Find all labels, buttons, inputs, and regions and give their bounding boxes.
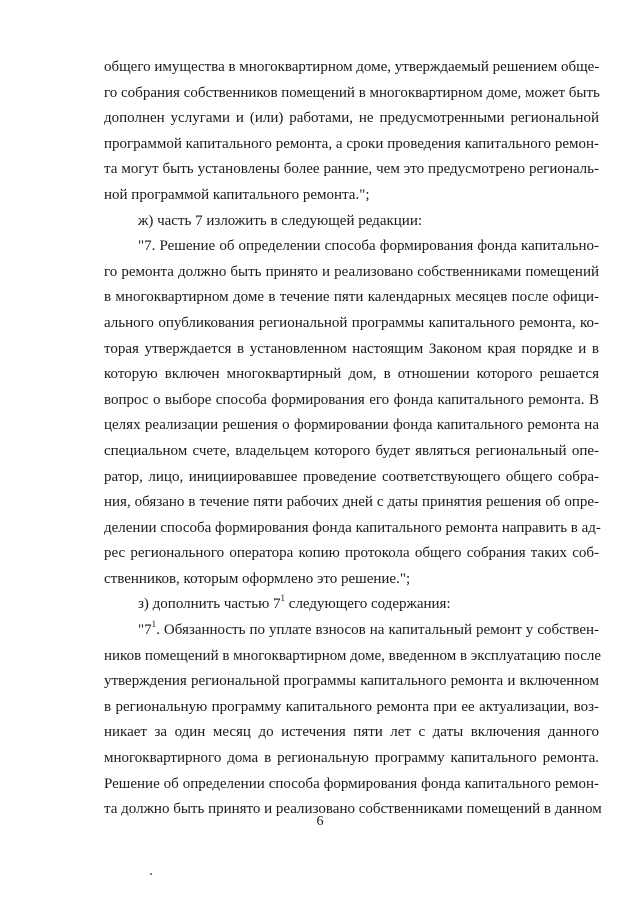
text-line-26: в региональную программу капитального ремонта при ее актуализации, воз- (104, 698, 599, 715)
text-line-17: ратор, лицо, инициировавшее проведение соответствующего общего собра- (104, 468, 599, 485)
document-body (104, 55, 602, 823)
text-line-22-main: з) дополнить частью 7 (138, 596, 281, 613)
text-line-7: ж) часть 7 изложить в следующей редакции: (138, 212, 423, 229)
text-line-22 (104, 592, 599, 618)
text-line-23-tail: . Обязанность по уплате взносов на капитальный ремонт у собствен- (156, 622, 599, 639)
superscript-marker: 1 (280, 593, 286, 604)
text-line-16: специальном счете, владельцем которого будет являться региональный опе- (104, 442, 599, 459)
text-line-8: "7. Решение об определении способа формирования фонда капитально- (138, 238, 599, 255)
text-line-20: рес регионального оператора копию протокола общего собрания таких соб- (104, 545, 599, 562)
text-line-2: го собрания собственников помещений в многоквартирном доме, может быть (104, 84, 600, 101)
text-line-1: общего имущества в многоквартирном доме, утверждаемый решением обще- (104, 59, 600, 75)
text-line-14: вопрос о выборе способа формирования его фонда капитального ремонта. В (104, 391, 599, 408)
text-line-6: ной программой капитального ремонта."; (104, 186, 370, 203)
text-line-11: ального опубликования региональной программы капитального ремонта, ко- (104, 314, 599, 331)
scan-speck (150, 873, 152, 875)
text-line-27: никает за один месяц до истечения пяти лет с даты включения данного (104, 724, 599, 741)
text-line-10: в многоквартирном доме в течение пяти календарных месяцев после офици- (104, 289, 599, 306)
superscript-marker: 1 (151, 619, 157, 630)
text-line-9: го ремонта должно быть принято и реализовано собственниками помещений (104, 263, 599, 280)
text-line-12: торая утверждается в установленном настоящим Законом края порядке и в (104, 340, 599, 357)
text-line-24: ников помещений в многоквартирном доме, введенном в эксплуатацию после (104, 647, 602, 664)
text-line-30: та должно быть принято и реализовано собственниками помещений в данном (104, 801, 602, 818)
text-line-28: многоквартирного дома в региональную программу капитального ремонта. (104, 750, 599, 767)
text-line-21: ственников, которым оформлено это решение."; (104, 570, 411, 587)
text-line-3: дополнен услугами и (или) работами, не предусмотренными региональной (104, 110, 599, 127)
text-line-19: делении способа формирования фонда капитального ремонта направить в ад- (104, 519, 601, 536)
text-line-22-tail: следующего содержания: (285, 596, 451, 613)
text-line-23-main: "7 (138, 622, 152, 639)
text-line-25: утверждения региональной программы капитального ремонта и включенном (104, 673, 599, 690)
text-line-15: целях реализации решения о формировании фонда капитального ремонта на (104, 417, 599, 434)
text-line-18: ния, обязано в течение пяти рабочих дней с даты принятия решения об опре- (104, 494, 599, 511)
text-line-5: та могут быть установлены более ранние, чем это предусмотрено региональ- (104, 161, 599, 178)
text-line-13: которую включен многоквартирный дом, в отношении которого решается (104, 366, 599, 383)
text-line-23 (104, 618, 599, 644)
text-line-29: Решение об определении способа формирования фонда капитального ремон- (104, 775, 599, 792)
page-number: 6 (316, 814, 324, 829)
text-line-4: программой капитального ремонта, а сроки проведения капитального ремон- (104, 135, 599, 152)
